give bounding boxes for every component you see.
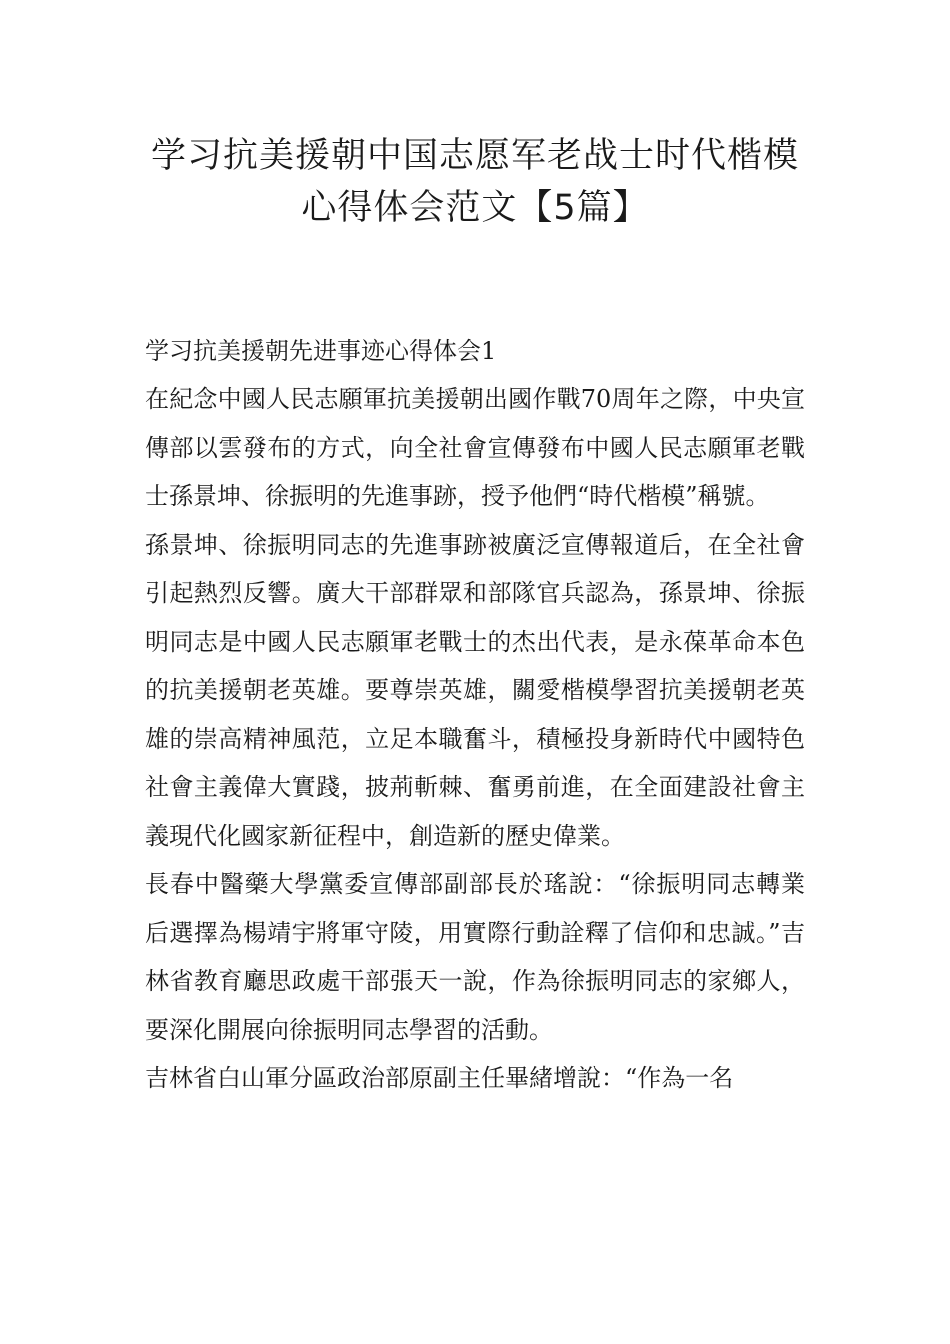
document-title-line-2: 心得体会范文【5篇】: [301, 188, 649, 228]
body-text: [145, 375, 805, 1103]
document-title-line-1: 学习抗美援朝中国志愿军老战士时代楷模: [150, 136, 799, 176]
paragraph-3: 長春中醫藥大學黨委宣傳部副部長於瑤說：“徐振明同志轉業后選擇為楊靖宇將軍守陵，用實際行動詮釋了信仰和忠誠。”吉林省教育廳思政處干部張天一說，作為徐振明同志的家鄉人，要深化開展向徐振明同志學習的活動。: [145, 870, 805, 1044]
paragraph-2: 孫景坤、徐振明同志的先進事跡被廣泛宣傳報道后，在全社會引起熱烈反響。廣大干部群眾和部隊官兵認為，孫景坤、徐振明同志是中國人民志願軍老戰士的杰出代表，是永葆革命本色的抗美援朝老英雄。要尊崇英雄，關愛楷模學習抗美援朝老英雄的崇高精神風范，立足本職奮斗，積極投身新時代中國特色社會主義偉大實踐，披荊斬棘、奮勇前進，在全面建設社會主義現代化國家新征程中，創造新的歷史偉業。: [145, 530, 805, 850]
section-heading: 学习抗美援朝先进事迹心得体会1: [145, 337, 497, 365]
paragraph-1: 在紀念中國人民志願軍抗美援朝出國作戰70周年之際，中央宣傳部以雲發布的方式，向全社會宣傳發布中國人民志願軍老戰士孫景坤、徐振明的先進事跡，授予他們“時代楷模”稱號。: [145, 385, 805, 510]
paragraph-4: 吉林省白山軍分區政治部原副主任畢緒增說：“作為一名: [145, 1064, 734, 1092]
